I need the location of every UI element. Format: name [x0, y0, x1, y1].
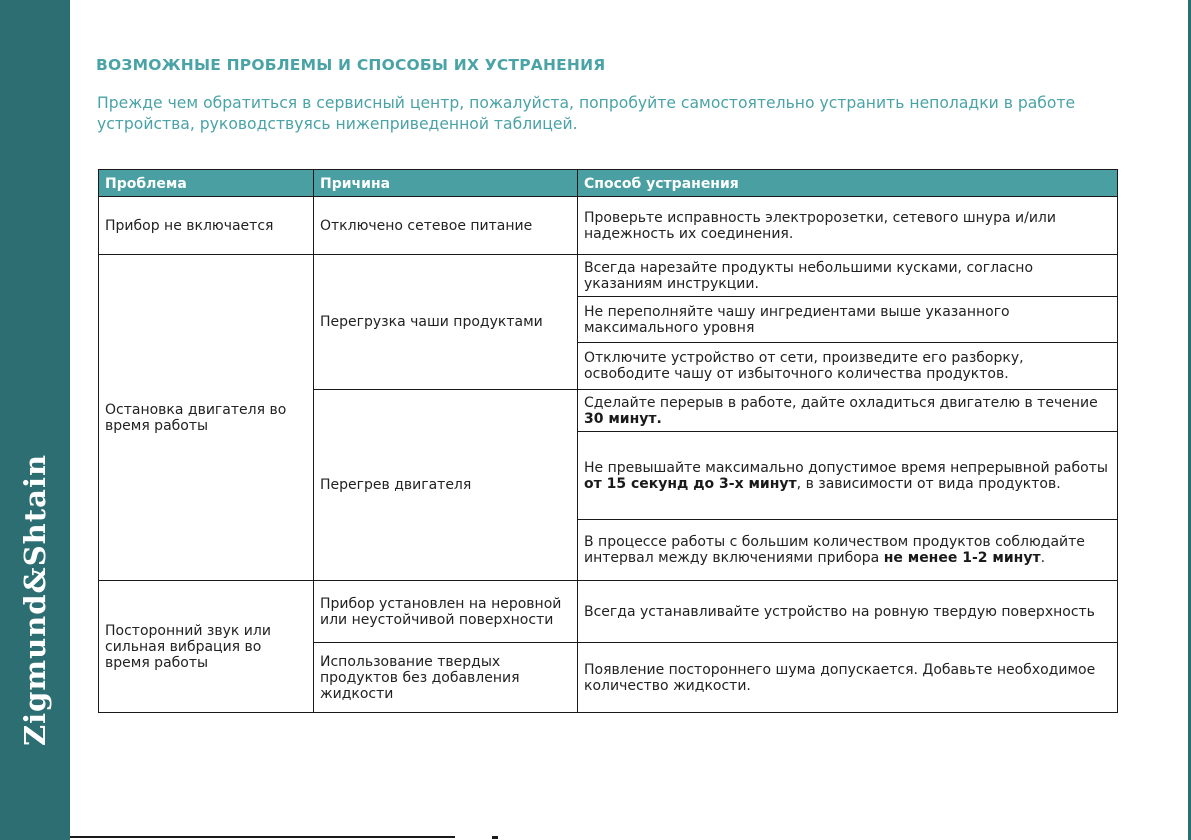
solution-text: . — [1040, 550, 1046, 566]
cause-cell: Перегрузка чаши продуктами — [314, 255, 578, 390]
solution-cell — [578, 432, 1118, 520]
solution-emphasis: 30 минут. — [584, 410, 662, 427]
cause-cell: Отключено сетевое питание — [314, 197, 578, 255]
solution-cell: Проверьте исправность электророзетки, сетевого шнура и/или надежность их соединения. — [578, 197, 1118, 255]
solution-cell — [578, 520, 1118, 581]
solution-text: , в зависимости от вида продуктов. — [796, 475, 1061, 492]
page-title: ВОЗМОЖНЫЕ ПРОБЛЕМЫ И СПОСОБЫ ИХ УСТРАНЕНИЯ — [96, 56, 606, 74]
problem-cell: Посторонний звук или сильная вибрация во время работы — [99, 581, 314, 713]
solution-text: Сделайте перерыв в работе, дайте охладиться двигателю в течение — [584, 394, 1098, 411]
intro-paragraph: Прежде чем обратиться в сервисный центр, пожалуйста, попробуйте самостоятельно устранить неполадки в работе устройства, руководствуясь нижеприведенной таблицей. — [97, 94, 1076, 133]
solution-cell: Всегда нарезайте продукты небольшими кусками, согласно указаниям инструкции. — [578, 255, 1118, 297]
header-problem: Проблема — [99, 170, 314, 197]
problem-cell: Остановка двигателя во время работы — [99, 255, 314, 581]
bottom-rule — [70, 836, 455, 838]
header-solution: Способ устранения — [578, 170, 1118, 197]
brand-logo: Zigmund&Shtain — [18, 453, 52, 747]
table-row — [99, 255, 1118, 297]
solution-cell: Не переполняйте чашу ингредиентами выше указанного максимального уровня — [578, 297, 1118, 343]
solution-cell: Всегда устанавливайте устройство на ровную твердую поверхность — [578, 581, 1118, 643]
cause-cell: Прибор установлен на неровной или неустойчивой поверхности — [314, 581, 578, 643]
table-row — [99, 581, 1118, 643]
solution-emphasis: от 15 секунд до 3-х минут — [584, 475, 797, 492]
solution-cell — [578, 390, 1118, 432]
solution-emphasis: не менее 1-2 минут — [883, 550, 1041, 566]
table-row — [99, 197, 1118, 255]
solution-cell: Появление постороннего шума допускается. Добавьте необходимое количество жидкости. — [578, 643, 1118, 713]
troubleshooting-table — [98, 169, 1118, 713]
table-header-row — [99, 170, 1118, 197]
solution-text: В процессе работы с большим количеством продуктов соблюдайте интервал между включениями прибора — [584, 534, 1085, 566]
cause-cell: Использование твердых продуктов без добавления жидкости — [314, 643, 578, 713]
solution-cell: Отключите устройство от сети, произведите его разборку, освободите чашу от избыточного количества продуктов. — [578, 343, 1118, 390]
solution-text: Не превышайте максимально допустимое время непрерывной работы — [584, 459, 1108, 476]
problem-cell: Прибор не включается — [99, 197, 314, 255]
header-cause: Причина — [314, 170, 578, 197]
cause-cell: Перегрев двигателя — [314, 390, 578, 581]
bottom-mark — [492, 836, 498, 839]
sidebar — [0, 0, 70, 840]
